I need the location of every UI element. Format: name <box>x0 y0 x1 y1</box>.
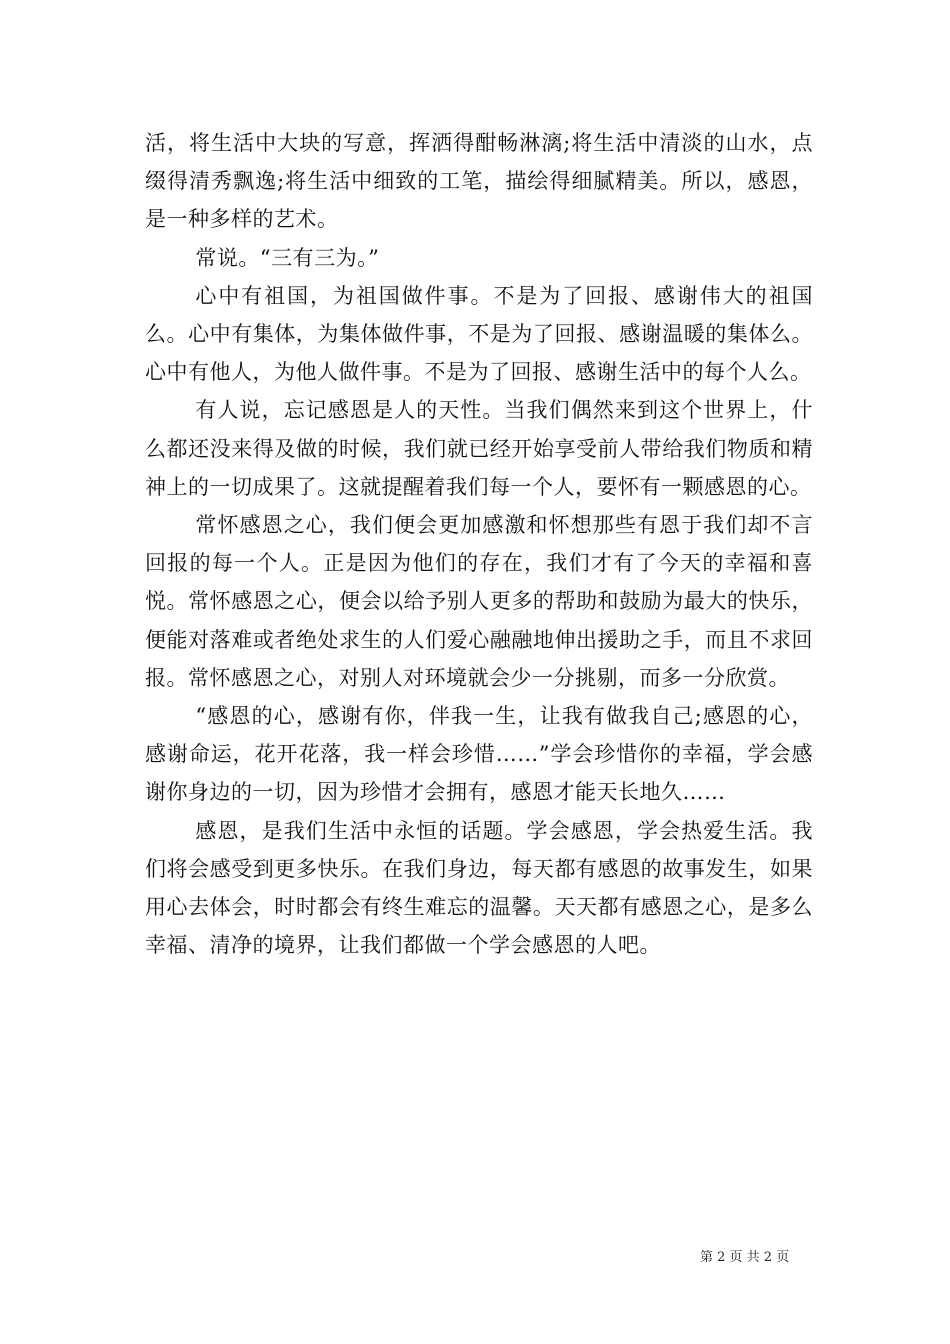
document-body <box>145 124 813 964</box>
paragraph-conclusion: 感恩，是我们生活中永恒的话题。学会感恩，学会热爱生活。我们将会感受到更多快乐。在我们身边，每天都有感恩的故事发生，如果用心去体会，时时都会有终生难忘的温馨。天天都有感恩之心，是多么幸福、清净的境界，让我们都做一个学会感恩的人吧。 <box>145 818 813 958</box>
paragraph-human-nature: 有人说，忘记感恩是人的天性。当我们偶然来到这个世界上，什么都还没来得及做的时候，我们就已经开始享受前人带给我们物质和精神上的一切成果了。这就提醒着我们每一个人，要怀有一颗感恩的心。 <box>145 398 813 499</box>
paragraph-continuation: 活，将生活中大块的写意，挥洒得酣畅淋漓;将生活中清淡的山水，点缀得清秀飘逸;将生活中细致的工笔，描绘得细腻精美。所以，感恩，是一种多样的艺术。 <box>145 131 813 232</box>
paragraph-three-haves: 心中有祖国，为祖国做件事。不是为了回报、感谢伟大的祖国么。心中有集体，为集体做件事，不是为了回报、感谢温暖的集体么。心中有他人，为他人做件事。不是为了回报、感谢生活中的每个人么。 <box>145 283 813 385</box>
paragraph-grateful-heart: 常怀感恩之心，我们便会更加感激和怀想那些有恩于我们却不言回报的每一个人。正是因为他们的存在，我们才有了今天的幸福和喜悦。常怀感恩之心，便会以给予别人更多的帮助和鼓励为最大的快乐，便能对落难或者绝处求生的人们爱心融融地伸出援助之手，而且不求回报。常怀感恩之心，对别人对环境就会少一分挑剔，而多一分欣赏。 <box>145 513 813 690</box>
paragraph-saying: 常说。“三有三为。” <box>195 245 380 270</box>
paragraph-song-quote: “感恩的心，感谢有你，伴我一生，让我有做我自己;感恩的心，感谢命运，花开花落，我一样会珍惜……”学会珍惜你的幸福，学会感谢你身边的一切，因为珍惜才会拥有，感恩才能天长地久…… <box>145 704 813 805</box>
page-number-footer: 第 2 页 共 2 页 <box>700 1250 790 1265</box>
